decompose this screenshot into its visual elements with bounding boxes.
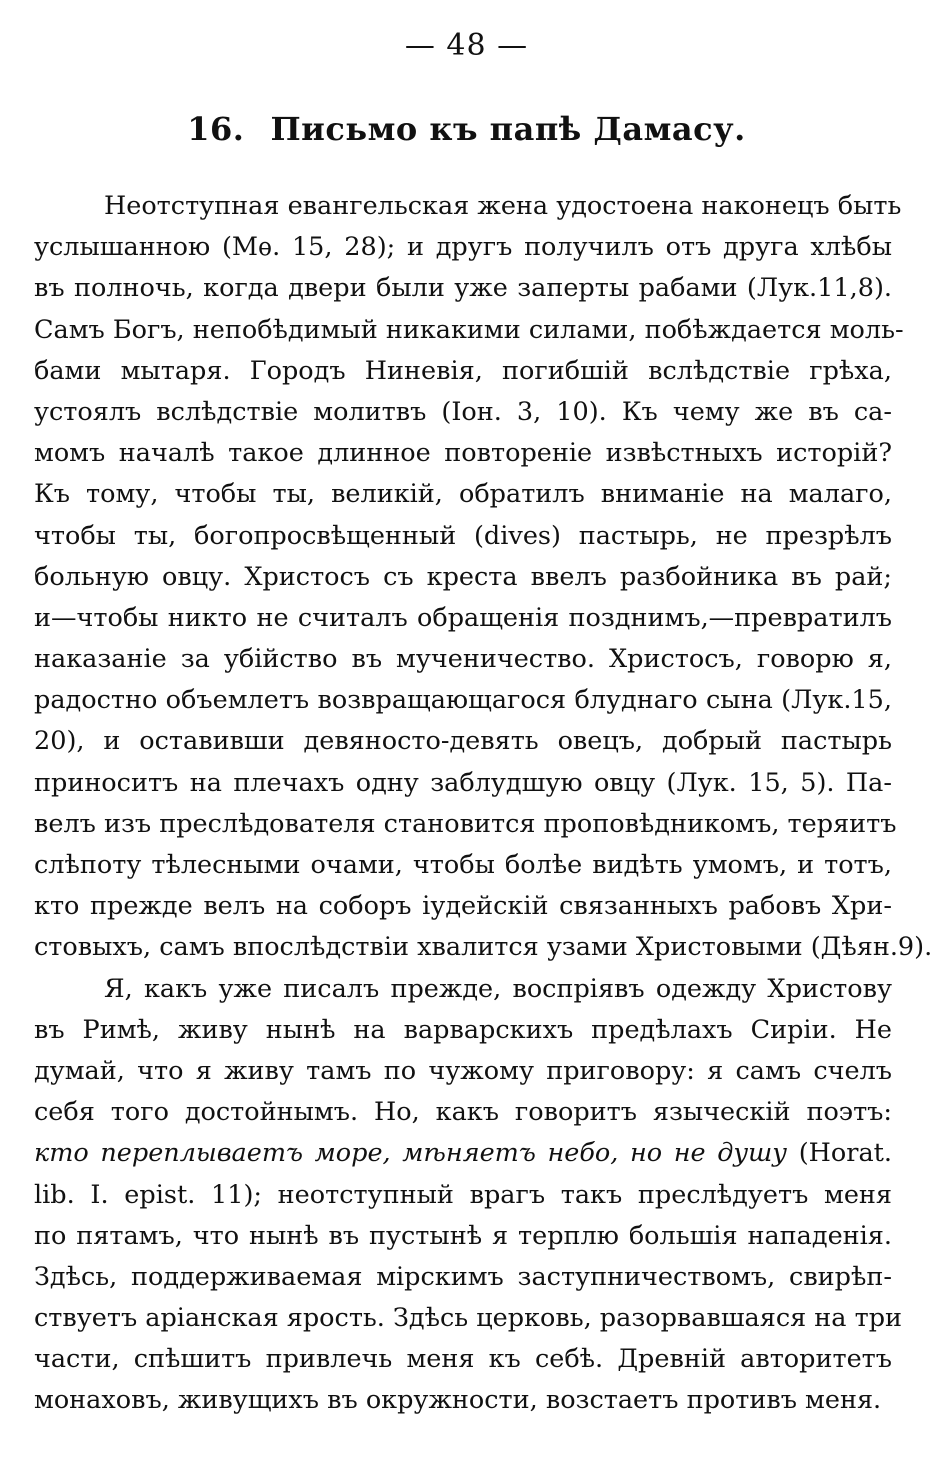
text-line: чтобы ты, богопросвѣщенный (dives) пастырь, не презрѣлъ [34, 520, 892, 551]
text-line: велъ изъ преслѣдователя становится проповѣдникомъ, теряитъ [34, 808, 897, 839]
section-title: Письмо къ папѣ Дамасу. [270, 110, 746, 148]
text-line: lib. I. epist. 11); неотступный врагъ такъ преслѣдуетъ меня [34, 1179, 892, 1210]
italic-quote: кто переплываетъ море, мѣняетъ небо, но не душу [34, 1138, 788, 1169]
text-line: думай, что я живу тамъ по чужому приговору: я самъ счелъ [34, 1055, 892, 1086]
text-line: наказаніе за убійство въ мученичество. Христосъ, говорю я, [34, 644, 892, 675]
paragraph-2 [34, 969, 903, 1422]
text-line: радостно объемлетъ возвращающагося блуднаго сына (Лук.15, [34, 685, 892, 716]
paragraph-1 [34, 186, 933, 969]
text-line: момъ началѣ такое длинное повтореніе извѣстныхъ исторій? [34, 438, 892, 469]
text-line: Неотступная евангельская жена удостоена наконецъ быть [104, 191, 902, 221]
body-text [34, 186, 933, 1422]
text-line: услышанною (Мѳ. 15, 28); и другъ получилъ отъ друга хлѣбы [34, 232, 892, 263]
text-line: Здѣсь, поддерживаемая мірскимъ заступничествомъ, свирѣп- [34, 1261, 892, 1292]
text-line: слѣпоту тѣлесными очами, чтобы болѣе видѣть умомъ, и тотъ, [34, 850, 892, 880]
quote-reference: (Horat. [787, 1138, 892, 1169]
text-line: Я, какъ уже писалъ прежде, воспріявъ одежду Христову [104, 973, 892, 1004]
page-number: — 48 — [404, 28, 529, 63]
text-line: устоялъ вслѣдствіе молитвъ (Іон. 3, 10). Къ чему же въ са- [34, 396, 892, 427]
text-line: въ Римѣ, живу нынѣ на варварскихъ предѣлахъ Сиріи. Не [34, 1014, 892, 1045]
text-line: стовыхъ, самъ впослѣдствіи хвалится узами Христовыми (Дѣян.9). [34, 932, 933, 963]
section-number: 16. [187, 110, 245, 148]
text-line: себя того достойнымъ. Но, какъ говоритъ языческій поэтъ: [34, 1097, 892, 1128]
text-line: приноситъ на плечахъ одну заблудшую овцу (Лук. 15, 5). Па- [34, 767, 892, 798]
section-heading [0, 110, 933, 148]
quote-line [34, 1133, 892, 1174]
text-line: Самъ Богъ, непобѣдимый никакими силами, побѣждается моль- [34, 314, 904, 345]
text-line: 20), и оставивши девяносто-девять овецъ, добрый пастырь [34, 726, 892, 757]
text-line: части, спѣшитъ привлечь меня къ себѣ. Древній авторитетъ [34, 1344, 892, 1375]
text-line: монаховъ, живущихъ въ окружности, возстаетъ противъ меня. [34, 1385, 882, 1416]
text-line: бами мытаря. Городъ Ниневія, погибшій вслѣдствіе грѣха, [34, 355, 892, 386]
text-line: по пятамъ, что нынѣ въ пустынѣ я терплю большія нападенія. [34, 1220, 892, 1251]
text-line: и—чтобы никто не считалъ обращенія позднимъ,—превратилъ [34, 602, 892, 633]
text-line: Къ тому, чтобы ты, великій, обратилъ вниманіе на малаго, [34, 479, 892, 510]
text-line: ствуетъ аріанская ярость. Здѣсь церковь, разорвавшаяся на три [34, 1303, 903, 1334]
text-line: кто прежде велъ на соборъ іудейскій связанныхъ рабовъ Хри- [34, 891, 892, 922]
text-line: больную овцу. Христосъ съ креста ввелъ разбойника въ рай; [34, 561, 892, 592]
text-line: въ полночь, когда двери были уже заперты рабами (Лук.11,8). [34, 273, 892, 304]
